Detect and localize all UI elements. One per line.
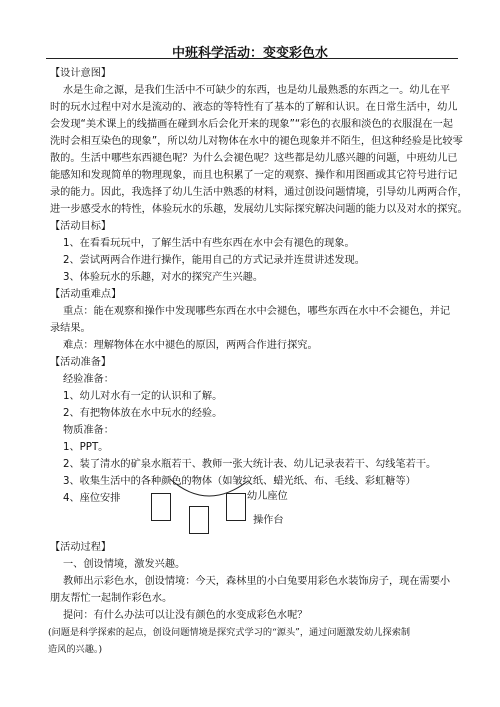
design-paragraph-line: 录的能力。因此，我选择了幼儿生活中熟悉的材料，通过创设问题情境，引导幼儿两两合作， bbox=[50, 187, 468, 198]
prep-material-item: 3、收集生活中的各种颜色的物体（如皱纹纸、蜡光纸、布、毛线、彩虹糖等） bbox=[63, 476, 416, 487]
section-heading-design: 【设计意图】 bbox=[50, 68, 112, 79]
design-paragraph-line: 进一步感受水的特性，体验玩水的乐趣，发展幼儿实际探究解决问题的能力以及对水的探究。 bbox=[50, 204, 468, 215]
prep-experience-label: 经验准备： bbox=[63, 374, 114, 385]
process-note: (问题是科学探索的起点，创设问题情境是探究式学习的“源头”，通过问题激发幼儿探索制 bbox=[48, 627, 411, 638]
process-question: 提问：有什么办法可以让没有颜色的水变成彩色水呢？ bbox=[63, 610, 308, 621]
process-teacher-text: 教师出示彩色水，创设情境：今天，森林里的小白兔要用彩色水装饰房子，现在需要小 bbox=[63, 576, 451, 587]
prep-material-item: 2、装了清水的矿泉水瓶若干、教师一张大统计表、幼儿记录表若干、勾线笔若干。 bbox=[63, 459, 437, 470]
design-paragraph-line: 散的。生活中哪些东西褪色呢？为什么会褪色呢？这些都是幼儿感兴趣的问题，中班幼儿已 bbox=[50, 153, 458, 164]
process-teacher-text-continued: 朋友帮忙一起制作彩色水。 bbox=[50, 593, 173, 604]
section-heading-keypoints: 【活动重难点】 bbox=[50, 289, 122, 300]
goal-item: 2、尝试两两合作进行操作，能用自己的方式记录并连贯讲述发现。 bbox=[63, 255, 365, 266]
child-seat-left bbox=[151, 493, 171, 521]
document-title: 中班科学活动：变变彩色水 bbox=[171, 46, 328, 61]
design-paragraph-line: 时的玩水过程中对水是流动的、液态的等特性有了基本的了解和认识。在日常生活中，幼儿 bbox=[50, 102, 458, 113]
prep-material-item: 4、座位安排 bbox=[63, 493, 121, 504]
design-paragraph-line: 能感知和发现简单的物理现象，而且也积累了一定的观察、操作和用图画或其它符号进行记 bbox=[50, 170, 458, 181]
section-heading-process: 【活动过程】 bbox=[50, 542, 112, 553]
prep-experience-item: 2、有把物体放在水中玩水的经验。 bbox=[63, 408, 223, 419]
section-heading-prep: 【活动准备】 bbox=[50, 357, 112, 368]
design-paragraph-line: 会发现“美术课上的线描画在碰到水后会化开来的现象”“彩色的衣服和淡色的衣服混在一起 bbox=[50, 119, 453, 130]
design-paragraph-line: 洗时会相互染色的现象”，所以幼儿对物体在水中的褪色现象并不陌生，但这种经验是比较零 bbox=[50, 136, 463, 147]
design-paragraph-line: 水是生命之源，是我们生活中不可缺少的东西，也是幼儿最熟悉的东西之一。幼儿在平 bbox=[63, 85, 451, 96]
prep-material-item: 1、PPT。 bbox=[63, 442, 109, 453]
process-step-title: 一、创设情境，激发兴趣。 bbox=[63, 559, 186, 570]
section-heading-goals: 【活动目标】 bbox=[50, 221, 112, 232]
process-note-continued: 造风的兴趣。) bbox=[48, 644, 103, 655]
seat-label: 幼儿座位 bbox=[247, 491, 288, 502]
work-table-label: 操作台 bbox=[253, 515, 284, 526]
prep-experience-item: 1、幼儿对水有一定的认识和了解。 bbox=[63, 391, 223, 402]
keypoint-focus: 重点：能在观察和操作中发现哪些东西在水中会褪色，哪些东西在水中不会褪色，并记 bbox=[63, 306, 451, 317]
child-seat-middle bbox=[189, 506, 209, 534]
prep-material-label: 物质准备： bbox=[63, 425, 114, 436]
keypoint-difficulty: 难点：理解物体在水中褪色的原因，两两合作进行探究。 bbox=[63, 340, 318, 351]
keypoint-focus-continued: 录结果。 bbox=[50, 323, 91, 334]
goal-item: 3、体验玩水的乐趣，对水的探究产生兴趣。 bbox=[63, 272, 264, 283]
child-seat-right bbox=[226, 493, 246, 521]
goal-item: 1、在看看玩玩中，了解生活中有些东西在水中会有褪色的现象。 bbox=[63, 238, 355, 249]
